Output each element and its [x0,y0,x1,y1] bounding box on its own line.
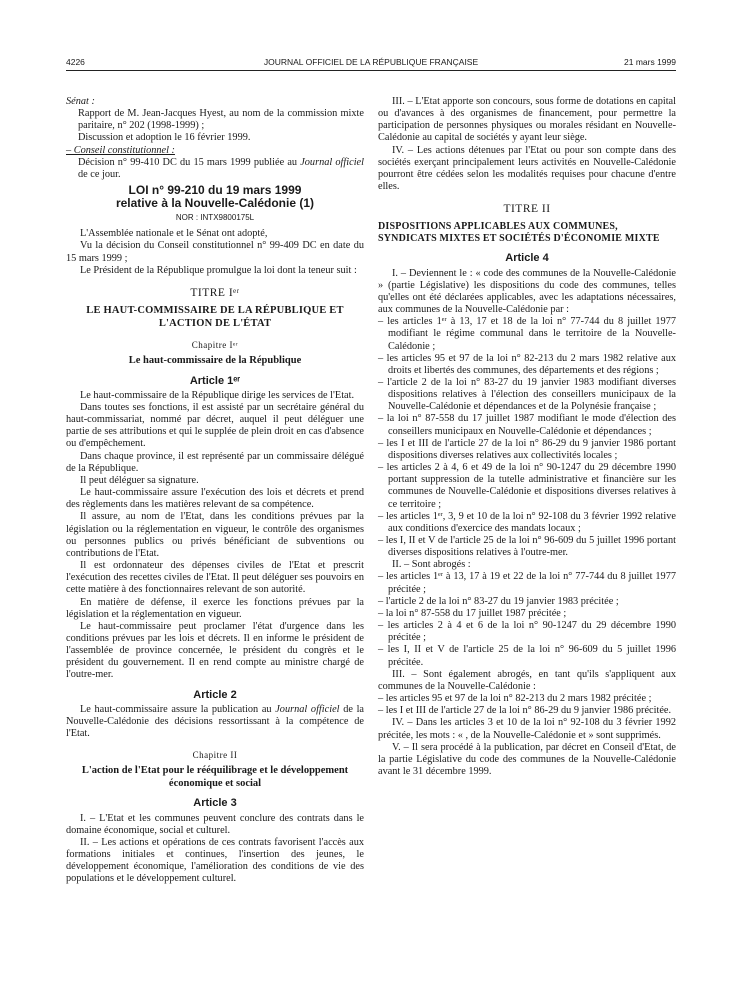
list-item: – les articles 1ᵉʳ à 13, 17 à 19 et 22 de la loi n° 77-744 du 8 juillet 1977 précitée ; [378,571,676,595]
list-item: – les articles 2 à 4, 6 et 49 de la loi n° 90-1247 du 29 décembre 1990 portant suppression de la tutelle administrative et financière sur les communes de Nouvelle-Calédonie et dispositions diverses relatives à ce territoire ; [378,462,676,510]
titre-2: TITRE II [503,203,551,216]
article-1-para: En matière de défense, il exerce les fonctions prévues par la législation et la réglementation en vigueur. [66,596,364,620]
titre-2-heading: DISPOSITIONS APPLICABLES AUX COMMUNES, SYNDICATS MIXTES ET SOCIÉTÉS D'ÉCONOMIE MIXTE [378,221,660,245]
senat-line-1: Rapport de M. Jean-Jacques Hyest, au nom de la commission mixte paritaire, n° 202 (1998-1999) ; [78,108,364,132]
list-item: – les I et III de l'article 27 de la loi n° 86-29 du 9 janvier 1986 portant dispositions diverses relatives aux collectivités locales ; [378,437,676,461]
article-4-section-iii: III. – Sont également abrogés, en tant qu'ils s'appliquent aux communes de la Nouvelle-Calédonie : [378,668,676,692]
list-item: – les I et III de l'article 27 de la loi n° 86-29 du 9 janvier 1986 précitée. [378,705,672,717]
article-3-para: II. – Les actions et opérations de ces contrats favorisent l'accès aux formations initiales et continues, l'insertion des jeunes, le développement économique, l'amélioration des conditions de vie des populations et le développement culturel. [66,836,364,885]
titre-1-heading: LE HAUT-COMMISSAIRE DE LA RÉPUBLIQUE ET L'ACTION DE L'ÉTAT [86,305,344,329]
list-item: – les articles 1ᵉʳ à 13, 17 et 18 de la loi n° 77-744 du 8 juillet 1977 modifiant le régime communal dans le territoire de la Nouvelle-Calédonie ; [378,316,676,352]
preamble-line-2: Vu la décision du Conseil constitutionnel n° 99-409 DC en date du 15 mars 1999 ; [66,240,364,264]
conseil-decision [78,157,364,181]
left-column [66,96,364,885]
list-item: – l'article 2 de la loi n° 83-27 du 19 janvier 1983 précitée ; [378,595,619,607]
list-item: – la loi n° 87-558 du 17 juillet 1987 précitée ; [378,607,567,619]
article-1-para: Le haut-commissaire de la République dirige les services de l'Etat. [80,389,355,401]
senat-label: Sénat : [66,96,95,107]
list-item: – les articles 1ᵉʳ, 3, 9 et 10 de la loi n° 92-108 du 3 février 1992 relative aux conditions d'exercice des mandats locaux ; [378,510,676,534]
chapitre-1-title: Le haut-commissaire de la République [128,355,302,367]
article-3-para: III. – L'Etat apporte son concours, sous forme de dotations en capital ou d'avances à des organismes de financement, pour permettre la participation de personnes physiques ou morales résidant en Nouvelle-Calédonie au capital de sociétés y ayant leur siège. [378,96,676,144]
article-2-para [66,704,364,740]
conseil-decision-suffix: de ce jour. [78,168,121,180]
article-1-para: Le haut-commissaire peut proclamer l'état d'urgence dans les conditions prévues par les lois et décrets. Il en informe le président de l'assemblée de province concernée, le président du congrès et le président du gouvernement. Il en rend compte au ministre chargé de l'outre-mer. [66,620,364,681]
article-1-heading: Article 1ᵉʳ [189,374,241,387]
journal-title: JOURNAL OFFICIEL DE LA RÉPUBLIQUE FRANÇAISE [263,57,479,67]
article-4-heading: Article 4 [505,252,549,265]
conseil-decision-text: Décision n° 99-410 DC du 15 mars 1999 publiée au [78,156,301,168]
header-rule [66,70,676,71]
senat-line-2: Discussion et adoption le 16 février 1999. [78,132,251,144]
article-3-heading: Article 3 [193,797,237,810]
article-1-para: Dans toutes ses fonctions, il est assisté par un secrétaire général du haut-commissariat, nommé par décret, auquel il peut déléguer une partie de ses attributions et qui le supplée de plein droit en cas d'absence ou d'empêchement. [66,402,364,450]
article-4-section-v: V. – Il sera procédé à la publication, par décret en Conseil d'Etat, de la partie Législative du code des communes de la Nouvelle-Calédonie avant le 31 décembre 1999. [378,741,676,777]
journal-officiel-ref: Journal officiel [300,156,364,168]
publication-date: 21 mars 1999 [624,57,676,67]
journal-officiel-ref: Journal officiel [275,703,340,715]
list-item: – les I, II et V de l'article 25 de la loi n° 96-609 du 5 juillet 1996 portant diverses dispositions relatives à l'outre-mer. [378,535,676,559]
page-number: 4226 [66,57,85,67]
loi-subtitle: relative à la Nouvelle-Calédonie (1) [115,196,315,211]
article-1-para: Il peut déléguer sa signature. [80,474,199,486]
article-3-para: I. – L'Etat et les communes peuvent conclure des contrats dans le domaine économique, social et culturel. [66,812,364,836]
article-2-heading: Article 2 [193,688,237,701]
article-4-section-ii: II. – Sont abrogés : [392,559,471,571]
article-4-section-iv: IV. – Dans les articles 3 et 10 de la loi n° 92-108 du 3 février 1992 précitée, les mots : « , de la Nouvelle-Calédonie et » sont supprimés. [378,717,676,741]
list-item: – les articles 95 et 97 de la loi n° 82-213 du 2 mars 1982 précitée ; [378,693,652,705]
preamble-line-3: Le Président de la République promulgue la loi dont la teneur suit : [80,264,357,276]
article-1-para: Il assure, au nom de l'Etat, dans les conditions prévues par la législation ou la réglementation en vigueur, le contrôle des organismes ou personnes publics ou privés bénéficiant de subventions ou contributions de l'Etat. [66,511,364,559]
article-2-text: Le haut-commissaire assure la publication au [80,703,276,715]
list-item: – la loi n° 87-558 du 17 juillet 1987 modifiant le mode d'élection des conseillers municipaux en Nouvelle-Calédonie et dépendances ; [378,413,676,437]
loi-title: LOI n° 99-210 du 19 mars 1999 [128,183,302,198]
chapitre-2-title: L'action de l'Etat pour le rééquilibrage et le développement économique et social [81,765,349,789]
right-column [378,96,676,778]
article-3-para: IV. – Les actions détenues par l'Etat ou pour son compte dans des sociétés exerçant principalement leurs activités en Nouvelle-Calédonie pourront être cédées selon les modalités requises pour chacune d'entre elles. [378,144,676,193]
article-1-para: Dans chaque province, il est représenté par un commissaire délégué de la République. [66,450,364,474]
list-item: – les I, II et V de l'article 25 de la loi n° 96-609 du 5 juillet 1996 précitée. [378,644,676,668]
article-2-suffix: de la Nouvelle-Calédonie des décisions ressortissant à la compétence de l'Etat. [66,703,364,740]
list-item: – les articles 2 à 4 et 6 de la loi n° 90-1247 du 29 décembre 1990 précitée ; [378,620,676,644]
list-item: – l'article 2 de la loi n° 83-27 du 19 janvier 1983 modifiant diverses dispositions relatives à l'élection des conseillers municipaux de la Nouvelle-Calédonie et dépendances et de la Polynésie française ; [378,376,676,413]
conseil-label: – Conseil constitutionnel : [66,144,175,156]
nor-reference: NOR : INTX9800175L [175,213,255,223]
article-1-para: Le haut-commissaire assure l'exécution des lois et décrets et prend des règlements dans les matières relevant de sa compétence. [66,487,364,511]
article-4-intro: I. – Deviennent le : « code des communes de la Nouvelle-Calédonie » (partie Législative) les dispositions du code des communes, telles qu'elles ont été déclarées applicables, avec les adaptations nécessaires, aux communes de la Nouvelle-Calédonie par : [378,267,676,316]
article-1-para: Il est ordonnateur des dépenses civiles de l'Etat et prescrit l'exécution des recettes civiles de l'Etat. Il peut déléguer ses pouvoirs en cette matière à des fonctionnaires relevant de son autorité. [66,560,364,596]
chapitre-1: Chapitre Iᵉʳ [191,340,239,351]
preamble-line-1: L'Assemblée nationale et le Sénat ont adopté, [80,228,268,240]
list-item: – les articles 95 et 97 de la loi n° 82-213 du 2 mars 1982 relative aux droits et libertés des communes, des départements et des régions ; [378,352,676,376]
chapitre-2: Chapitre II [192,750,238,761]
page-header [66,57,676,71]
titre-1: TITRE Iᵉʳ [190,286,240,299]
